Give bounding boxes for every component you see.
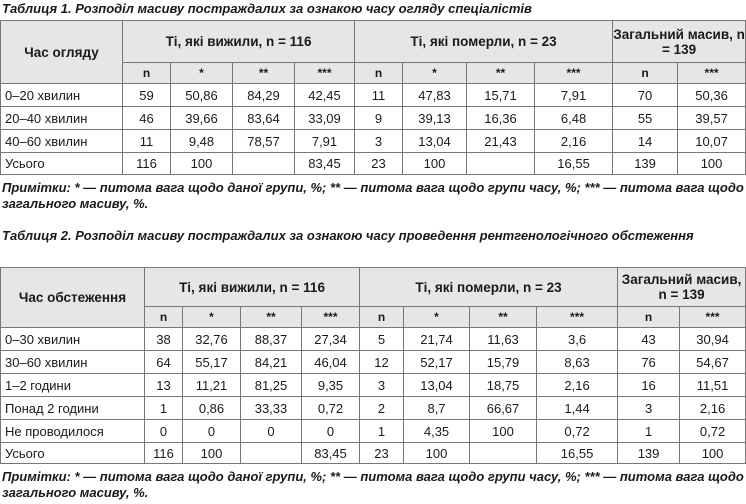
table-row — [1, 328, 746, 351]
subheader: ** — [470, 307, 537, 328]
cell: 2,16 — [535, 130, 613, 153]
table1-group-survived: Ті, які вижили, n = 116 — [123, 21, 355, 63]
cell: 3 — [355, 130, 403, 153]
subheader: * — [403, 63, 467, 84]
subheader: *** — [680, 307, 746, 328]
subheader: *** — [295, 63, 355, 84]
subheader: * — [171, 63, 233, 84]
cell: 83,45 — [295, 153, 355, 175]
cell: 1 — [145, 397, 183, 420]
cell: 15,79 — [470, 351, 537, 374]
cell: 9,35 — [302, 374, 360, 397]
cell: 2,16 — [537, 374, 618, 397]
cell — [241, 443, 302, 464]
table1-group-died: Ті, які померли, n = 23 — [355, 21, 613, 63]
cell: 8,7 — [404, 397, 470, 420]
table1-row-header: Час огляду — [1, 21, 123, 84]
cell — [467, 153, 535, 175]
cell: 54,67 — [680, 351, 746, 374]
cell: 14 — [613, 130, 678, 153]
table-row — [1, 420, 746, 443]
subheader: n — [613, 63, 678, 84]
table-row — [1, 107, 746, 130]
cell: 42,45 — [295, 84, 355, 107]
cell: 11,51 — [680, 374, 746, 397]
cell: 5 — [360, 328, 404, 351]
table2-note: Примітки: * — питома вага щодо даної групи, %; ** — питома вага щодо групи часу, %; *** — питома вага щодо загального масиву, %. — [2, 469, 744, 500]
cell: 39,66 — [171, 107, 233, 130]
cell: 11,21 — [183, 374, 241, 397]
cell: 0 — [183, 420, 241, 443]
row-label: 0–30 хвилин — [1, 328, 145, 351]
cell: 32,76 — [183, 328, 241, 351]
subheader: *** — [537, 307, 618, 328]
table2-group-total: Загальний масив, n = 139 — [618, 268, 746, 307]
row-label: 30–60 хвилин — [1, 351, 145, 374]
table1 — [0, 20, 746, 175]
row-label: 20–40 хвилин — [1, 107, 123, 130]
cell: 50,36 — [678, 84, 746, 107]
cell: 0,72 — [680, 420, 746, 443]
table1-group-total: Загальний масив, n = 139 — [613, 21, 746, 63]
cell: 9,48 — [171, 130, 233, 153]
cell: 100 — [404, 443, 470, 464]
table2-caption: Таблиця 2. Розподіл масиву постраждалих за ознакою часу проведення рентгенологічного обстеження — [2, 228, 694, 243]
subheader: *** — [302, 307, 360, 328]
cell: 0,86 — [183, 397, 241, 420]
cell: 88,37 — [241, 328, 302, 351]
table-row — [1, 374, 746, 397]
cell: 139 — [613, 153, 678, 175]
cell: 16,55 — [535, 153, 613, 175]
cell: 16,55 — [537, 443, 618, 464]
subheader: n — [618, 307, 680, 328]
cell: 139 — [618, 443, 680, 464]
subheader: ** — [241, 307, 302, 328]
cell: 46,04 — [302, 351, 360, 374]
table-row-total — [1, 153, 746, 175]
cell: 3,6 — [537, 328, 618, 351]
cell: 11,63 — [470, 328, 537, 351]
cell: 16 — [618, 374, 680, 397]
table2-group-survived: Ті, які вижили, n = 116 — [145, 268, 360, 307]
cell: 23 — [360, 443, 404, 464]
cell: 59 — [123, 84, 171, 107]
cell: 0 — [145, 420, 183, 443]
cell: 16,36 — [467, 107, 535, 130]
table-row — [1, 397, 746, 420]
row-label: Не проводилося — [1, 420, 145, 443]
cell: 76 — [618, 351, 680, 374]
cell: 116 — [145, 443, 183, 464]
cell: 0,72 — [302, 397, 360, 420]
cell: 21,43 — [467, 130, 535, 153]
cell: 55,17 — [183, 351, 241, 374]
table-row — [1, 130, 746, 153]
cell: 84,29 — [233, 84, 295, 107]
table2 — [0, 267, 746, 464]
subheader: *** — [535, 63, 613, 84]
subheader: *** — [678, 63, 746, 84]
cell: 83,45 — [302, 443, 360, 464]
cell: 116 — [123, 153, 171, 175]
cell: 38 — [145, 328, 183, 351]
row-label: Понад 2 години — [1, 397, 145, 420]
cell: 11 — [123, 130, 171, 153]
table-row-total — [1, 443, 746, 464]
cell: 100 — [403, 153, 467, 175]
cell: 10,07 — [678, 130, 746, 153]
subheader: ** — [467, 63, 535, 84]
cell: 100 — [680, 443, 746, 464]
cell: 39,57 — [678, 107, 746, 130]
cell: 46 — [123, 107, 171, 130]
table2-group-died: Ті, які померли, n = 23 — [360, 268, 618, 307]
cell: 1,44 — [537, 397, 618, 420]
cell: 52,17 — [404, 351, 470, 374]
cell: 81,25 — [241, 374, 302, 397]
cell: 23 — [355, 153, 403, 175]
subheader: n — [360, 307, 404, 328]
cell: 39,13 — [403, 107, 467, 130]
cell: 66,67 — [470, 397, 537, 420]
cell: 33,09 — [295, 107, 355, 130]
cell: 9 — [355, 107, 403, 130]
row-label: Усього — [1, 443, 145, 464]
subheader: * — [404, 307, 470, 328]
cell: 78,57 — [233, 130, 295, 153]
cell: 3 — [360, 374, 404, 397]
cell: 2 — [360, 397, 404, 420]
cell — [233, 153, 295, 175]
cell: 13,04 — [403, 130, 467, 153]
cell: 11 — [355, 84, 403, 107]
cell: 2,16 — [680, 397, 746, 420]
cell: 12 — [360, 351, 404, 374]
cell: 13,04 — [404, 374, 470, 397]
subheader: * — [183, 307, 241, 328]
cell: 64 — [145, 351, 183, 374]
row-label: 0–20 хвилин — [1, 84, 123, 107]
cell: 27,34 — [302, 328, 360, 351]
cell: 100 — [470, 420, 537, 443]
table1-caption: Таблиця 1. Розподіл масиву постраждалих за ознакою часу огляду спеціалістів — [2, 1, 532, 16]
cell: 0 — [302, 420, 360, 443]
cell: 13 — [145, 374, 183, 397]
cell: 3 — [618, 397, 680, 420]
cell: 33,33 — [241, 397, 302, 420]
cell: 15,71 — [467, 84, 535, 107]
cell: 6,48 — [535, 107, 613, 130]
cell: 8,63 — [537, 351, 618, 374]
subheader: ** — [233, 63, 295, 84]
cell: 100 — [171, 153, 233, 175]
table2-row-header: Час обстеження — [1, 268, 145, 328]
cell: 1 — [360, 420, 404, 443]
cell: 70 — [613, 84, 678, 107]
cell: 30,94 — [680, 328, 746, 351]
cell: 4,35 — [404, 420, 470, 443]
cell: 55 — [613, 107, 678, 130]
row-label: 1–2 години — [1, 374, 145, 397]
cell: 21,74 — [404, 328, 470, 351]
cell: 1 — [618, 420, 680, 443]
table-row — [1, 351, 746, 374]
table1-note: Примітки: * — питома вага щодо даної групи, %; ** — питома вага щодо групи часу, %; *** — питома вага щодо загального масиву, %. — [2, 180, 744, 211]
cell: 7,91 — [295, 130, 355, 153]
subheader: n — [123, 63, 171, 84]
cell: 50,86 — [171, 84, 233, 107]
cell: 100 — [183, 443, 241, 464]
cell: 7,91 — [535, 84, 613, 107]
cell: 0,72 — [537, 420, 618, 443]
cell: 0 — [241, 420, 302, 443]
subheader: n — [355, 63, 403, 84]
cell: 84,21 — [241, 351, 302, 374]
row-label: 40–60 хвилин — [1, 130, 123, 153]
cell: 100 — [678, 153, 746, 175]
cell: 43 — [618, 328, 680, 351]
cell: 18,75 — [470, 374, 537, 397]
cell — [470, 443, 537, 464]
subheader: n — [145, 307, 183, 328]
cell: 83,64 — [233, 107, 295, 130]
row-label: Усього — [1, 153, 123, 175]
table-row — [1, 84, 746, 107]
cell: 47,83 — [403, 84, 467, 107]
